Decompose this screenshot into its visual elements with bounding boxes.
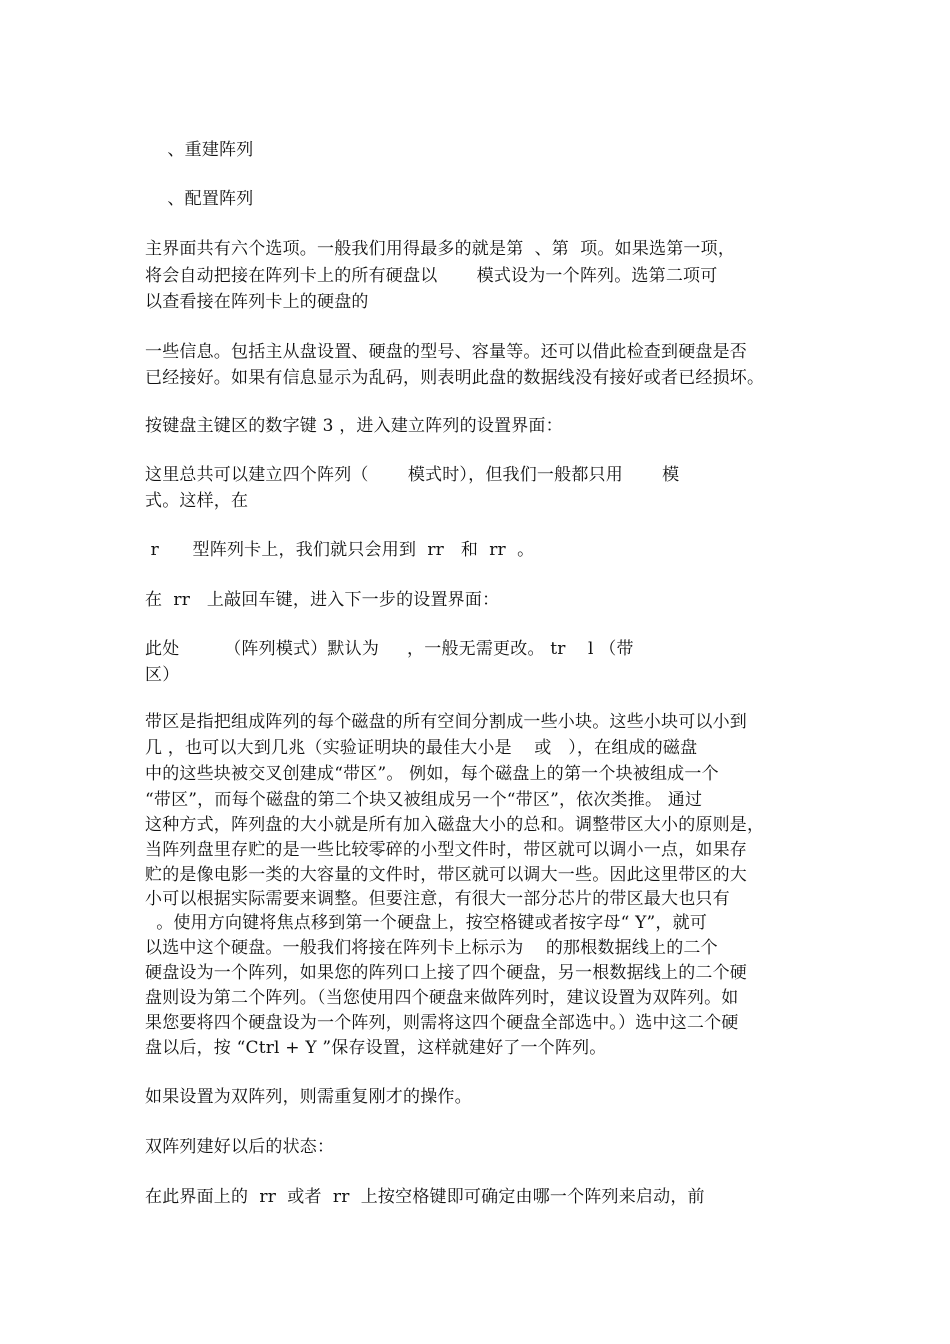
paragraph-line: 几 ，也可以大到几兆（实验证明块的最佳大小是 或 ），在组成的磁盘: [145, 738, 698, 758]
paragraph-line: 以选中这个硬盘。一般我们将接在阵列卡上标示为 的那根数据线上的二个: [145, 938, 718, 958]
paragraph-line: 在 rr 上敲回车键，进入下一步的设置界面：: [145, 590, 500, 610]
paragraph-line: 在此界面上的 rr 或者 rr 上按空格键即可确定由哪一个阵列来启动，前: [145, 1187, 705, 1207]
paragraph-line: 双阵列建好以后的状态：: [145, 1137, 335, 1157]
list-item-rebuild-array: 、重建阵列: [145, 140, 254, 160]
paragraph-line: 将会自动把接在阵列卡上的所有硬盘以 模式设为一个阵列。选第二项可: [145, 266, 718, 286]
paragraph-line: 按键盘主键区的数字键 3 ，进入建立阵列的设置界面：: [145, 416, 563, 436]
paragraph-line: 。使用方向键将焦点移到第一个硬盘上，按空格键或者按字母“ Y”，就可: [145, 913, 708, 933]
paragraph-line: 一些信息。包括主从盘设置、硬盘的型号、容量等。还可以借此检查到硬盘是否: [145, 342, 747, 362]
paragraph-line: 小可以根据实际需要来调整。但要注意，有很大一部分芯片的带区最大也只有: [145, 889, 730, 909]
paragraph-line: 以查看接在阵列卡上的硬盘的: [145, 292, 369, 312]
paragraph-line: 盘则设为第二个阵列。（当您使用四个硬盘来做阵列时，建议设置为双阵列。如: [145, 988, 739, 1008]
paragraph-line: 中的这些块被交叉创建成“带区”。 例如，每个磁盘上的第一个块被组成一个: [145, 764, 719, 784]
paragraph-line: 式。这样，在: [145, 491, 249, 511]
paragraph-line: r 型阵列卡上，我们就只会用到 rr 和 rr 。: [145, 540, 535, 560]
paragraph-line: 这里总共可以建立四个阵列（ 模式时），但我们一般都只用 模: [145, 465, 680, 485]
paragraph-line: 硬盘设为一个阵列，如果您的阵列口上接了四个硬盘，另一根数据线上的二个硬: [145, 963, 747, 983]
paragraph-line: 此处 （阵列模式）默认为 ，一般无需更改。 tr l （带: [145, 639, 634, 659]
paragraph-line: 区）: [145, 665, 180, 685]
paragraph-line: “带区”，而每个磁盘的第二个块又被组成另一个“带区”，依次类推。 通过: [145, 790, 703, 810]
paragraph-line: 盘以后，按 “Ctrl + Y ”保存设置，这样就建好了一个阵列。: [145, 1038, 607, 1058]
list-item-configure-array: 、配置阵列: [145, 189, 254, 209]
paragraph-line: 已经接好。如果有信息显示为乱码，则表明此盘的数据线没有接好或者已经损坏。: [145, 368, 765, 388]
paragraph-line: 如果设置为双阵列，则需重复刚才的操作。: [145, 1087, 472, 1107]
paragraph-line: 这种方式，阵列盘的大小就是所有加入磁盘大小的总和。调整带区大小的原则是，: [145, 815, 765, 835]
paragraph-line: 带区是指把组成阵列的每个磁盘的所有空间分割成一些小块。这些小块可以小到: [145, 712, 747, 732]
paragraph-line: 主界面共有六个选项。一般我们用得最多的就是第 、第 项。如果选第一项，: [145, 239, 736, 259]
paragraph-line: 当阵列盘里存贮的是一些比较零碎的小型文件时，带区就可以调小一点，如果存: [145, 840, 747, 860]
paragraph-line: 果您要将四个硬盘设为一个阵列，则需将这四个硬盘全部选中。）选中这二个硬: [145, 1013, 739, 1033]
paragraph-line: 贮的是像电影一类的大容量的文件时，带区就可以调大一些。因此这里带区的大: [145, 865, 747, 885]
